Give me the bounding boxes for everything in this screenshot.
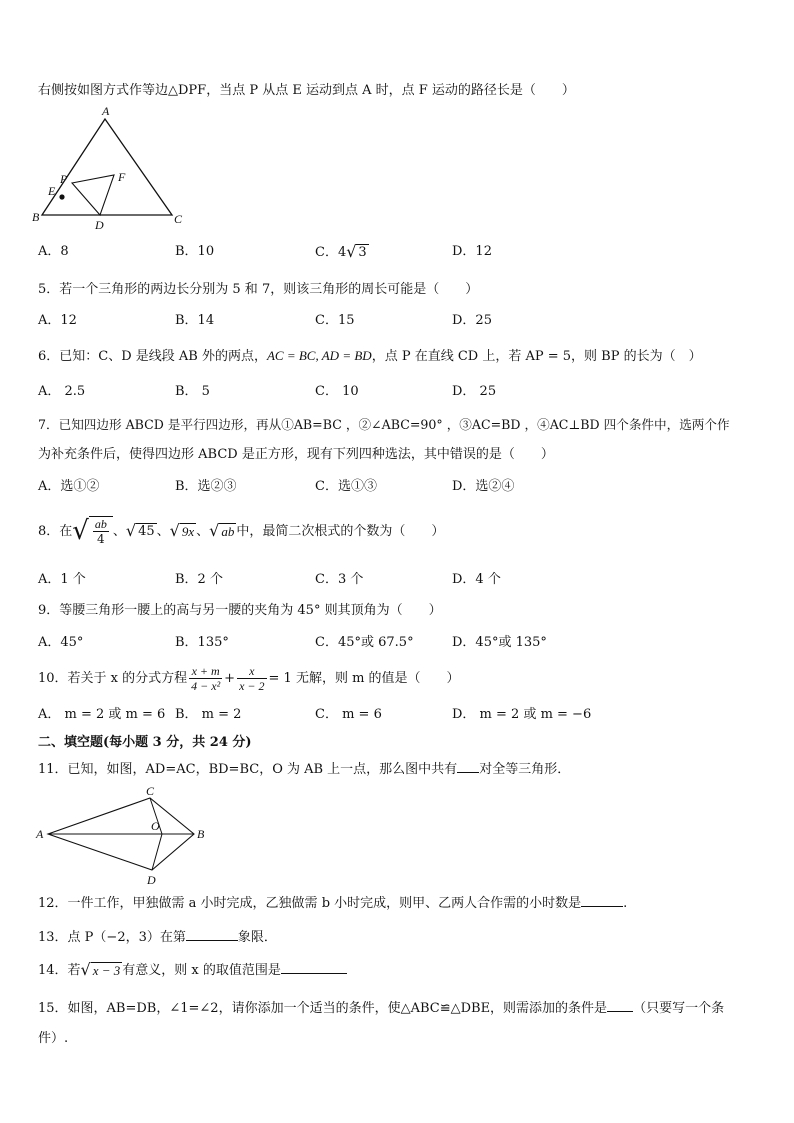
q6-option-a[interactable]: A． 2.5 xyxy=(38,384,86,399)
q4-option-c-radicand: 3 xyxy=(358,245,367,260)
q4-option-b[interactable]: B．10 xyxy=(175,244,215,259)
q7-line2: 为补充条件后，使得四边形 ABCD 是正方形，现有下列四种选法，其中错误的是（ ） xyxy=(38,447,554,462)
q10-option-b[interactable]: B． m = 2 xyxy=(175,707,242,722)
q10-option-d[interactable]: D． m = 2 或 m = −6 xyxy=(452,707,592,722)
q12-stem: 12．一件工作，甲独做需 a 小时完成，乙独做需 b 小时完成，则甲、乙两人合作需的小时数是 . xyxy=(38,896,628,911)
q9-option-a[interactable]: A．45° xyxy=(38,635,84,650)
q6-math: AC = BC, AD = BD xyxy=(266,348,372,363)
q4-stem: 右侧按如图方式作等边△DPF，当点 P 从点 E 运动到点 A 时，点 F 运动的路径长是（ ） xyxy=(38,83,575,98)
q5-option-b[interactable]: B．14 xyxy=(175,313,215,328)
label-d: D xyxy=(95,218,104,232)
label-e: E xyxy=(48,184,56,198)
q9-options xyxy=(38,634,758,652)
q7-option-d[interactable]: D．选②④ xyxy=(452,479,515,494)
q5-option-a[interactable]: A．12 xyxy=(38,313,77,328)
label-c: C xyxy=(174,212,183,226)
q10-stem: 10．若关于 x 的分式方程 $\frac{x + m}{\text{4 − x²}}$ + $\frac{x}{x - 2}$ = 1 无解，则 m 的值是（ ） xyxy=(38,664,460,693)
section-2-heading: 二、填空题(每小题 3 分，共 24 分) xyxy=(38,735,252,750)
triangle-abc xyxy=(42,119,172,215)
q9-option-b[interactable]: B．135° xyxy=(175,635,229,650)
q5-option-c[interactable]: C．15 xyxy=(315,313,355,328)
q8-option-b[interactable]: B．2 个 xyxy=(175,572,223,587)
q4-option-d[interactable]: D．12 xyxy=(452,244,492,259)
q6-option-d[interactable]: D． 25 xyxy=(452,384,497,399)
label-b: B xyxy=(197,827,205,841)
q10-option-a[interactable]: A． m = 2 或 m = 6 xyxy=(38,707,166,722)
triangle-dpf xyxy=(72,175,114,215)
q8-option-c[interactable]: C．3 个 xyxy=(315,572,364,587)
q7-option-b[interactable]: B．选②③ xyxy=(175,479,237,494)
q15-line2: 件）. xyxy=(38,1031,69,1046)
label-a: A xyxy=(102,105,110,118)
q4-figure xyxy=(30,105,200,233)
q13-stem: 13．点 P（−2，3）在第 象限． xyxy=(38,930,277,945)
q6-stem: 6．已知：C、D 是线段 AB 外的两点，AC = BC, AD = BD，点 P 在直线 CD 上，若 AP = 5，则 BP 的长为（ ） xyxy=(38,348,702,364)
q5-options xyxy=(38,312,758,330)
q7-option-a[interactable]: A．选①② xyxy=(38,479,100,494)
q7-line1: 7．已知四边形 ABCD 是平行四边形，再从①AB=BC ，②∠ABC=90° ，③AC=BD ，④AC⊥BD 四个条件中，选两个作 xyxy=(38,417,730,432)
q4-options xyxy=(38,243,758,261)
q10-option-c[interactable]: C． m = 6 xyxy=(315,707,382,722)
label-d: D xyxy=(147,873,156,887)
q9-option-d[interactable]: D．45°或 135° xyxy=(452,635,547,650)
q4-option-a[interactable]: A．8 xyxy=(38,244,69,259)
label-c: C xyxy=(146,784,155,798)
segment-do xyxy=(152,834,162,870)
q9-stem: 9．等腰三角形一腰上的高与另一腰的夹角为 45° 则其顶角为（ ） xyxy=(38,603,442,618)
point-e xyxy=(59,194,64,199)
label-p: P xyxy=(60,172,68,186)
q15-line1: 15．如图，AB=DB，∠1=∠2，请你添加一个适当的条件，使△ABC≌△DBE，则需添加的条件是 （只要写一个条 xyxy=(38,1001,725,1016)
label-o: O xyxy=(151,819,160,833)
q8-option-a[interactable]: A．1 个 xyxy=(38,572,86,587)
q10-options xyxy=(38,706,758,724)
label-f: F xyxy=(118,170,126,184)
q8-stem: 8．在√ $\frac{ab}{4}$ 、√ 45 、√ 9x 、√ ab 中，最简二次根式的个数为（ ） xyxy=(38,516,445,546)
q8-options xyxy=(38,571,758,589)
q6-options xyxy=(38,383,758,401)
q6-option-c[interactable]: C． 10 xyxy=(315,384,359,399)
q6-option-b[interactable]: B． 5 xyxy=(175,384,210,399)
q11-stem: 11．已知，如图，AD=AC，BD=BC，O 为 AB 上一点，那么图中共有 对全等三角形． xyxy=(38,762,571,777)
q14-stem: 14．若√ x − 3 有意义，则 x 的取值范围是 xyxy=(38,961,347,980)
q5-option-d[interactable]: D．25 xyxy=(452,313,492,328)
q7-option-c[interactable]: C．选①③ xyxy=(315,479,377,494)
q11-figure xyxy=(32,784,212,888)
q5-stem: 5．若一个三角形的两边长分别为 5 和 7，则该三角形的周长可能是（ ） xyxy=(38,282,479,297)
label-a: A xyxy=(36,827,44,841)
q4-option-c[interactable]: C．4√ 3 xyxy=(315,242,367,261)
q9-option-c[interactable]: C．45°或 67.5° xyxy=(315,635,414,650)
label-b: B xyxy=(32,210,40,224)
q8-option-d[interactable]: D．4 个 xyxy=(452,572,501,587)
q7-options xyxy=(38,478,758,496)
